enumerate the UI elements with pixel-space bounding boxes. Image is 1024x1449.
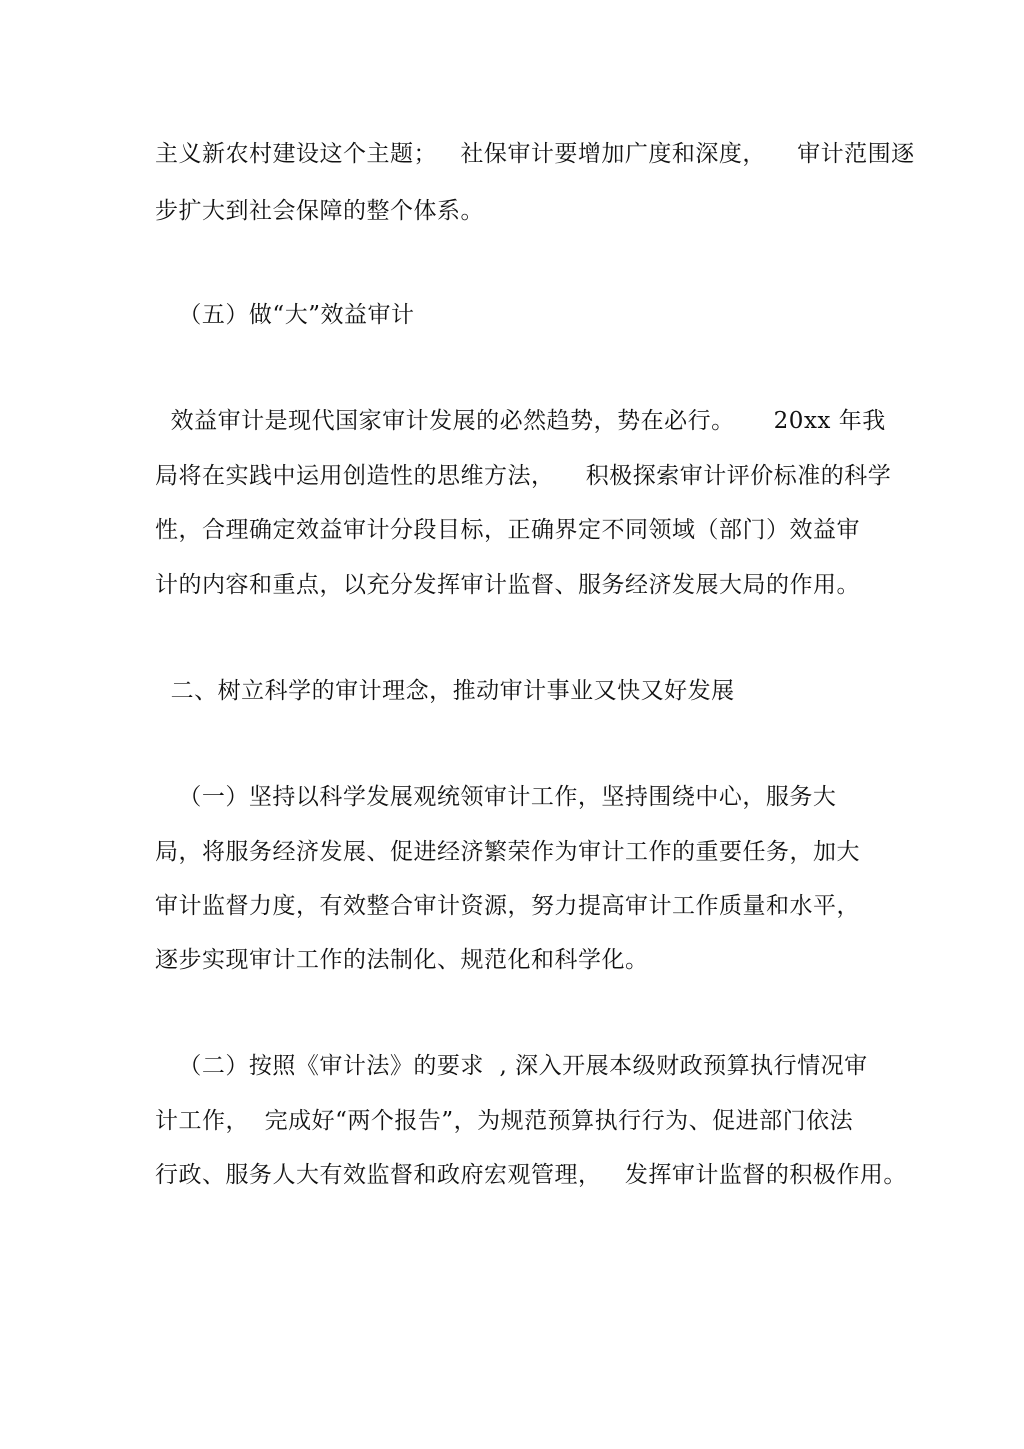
paragraph-line: 逐步实现审计工作的法制化、规范化和科学化。 bbox=[155, 947, 649, 973]
paragraph-line: 局将在实践中运用创造性的思维方法， 积极探索审计评价标准的科学 bbox=[155, 463, 892, 489]
paragraph-line: 主义新农村建设这个主题； 社保审计要增加广度和深度， 审计范围逐 bbox=[155, 141, 915, 167]
paragraph-line: （二）按照《审计法》的要求 , 深入开展本级财政预算执行情况审 bbox=[155, 1053, 868, 1079]
paragraph-line: 审计监督力度，有效整合审计资源，努力提高审计工作质量和水平， bbox=[155, 893, 860, 919]
paragraph-line: 计工作， 完成好“两个报告”，为规范预算执行行为、促进部门依法 bbox=[155, 1108, 854, 1134]
paragraph-line: 行政、服务人大有效监督和政府宏观管理， 发挥审计监督的积极作用。 bbox=[155, 1162, 907, 1188]
paragraph-line: 计的内容和重点，以充分发挥审计监督、服务经济发展大局的作用。 bbox=[155, 572, 860, 598]
paragraph-line: 效益审计是现代国家审计发展的必然趋势，势在必行。 20xx 年我 bbox=[155, 408, 886, 434]
paragraph-line: 步扩大到社会保障的整个体系。 bbox=[155, 198, 484, 224]
paragraph-line: 性，合理确定效益审计分段目标，正确界定不同领域（部门）效益审 bbox=[155, 517, 860, 543]
paragraph-line: 局，将服务经济发展、促进经济繁荣作为审计工作的重要任务，加大 bbox=[155, 839, 860, 865]
section-heading: （五）做“大”效益审计 bbox=[155, 302, 415, 328]
paragraph-line: （一）坚持以科学发展观统领审计工作，坚持围绕中心，服务大 bbox=[155, 784, 837, 810]
section-heading: 二、树立科学的审计理念，推动审计事业又快又好发展 bbox=[155, 678, 735, 704]
